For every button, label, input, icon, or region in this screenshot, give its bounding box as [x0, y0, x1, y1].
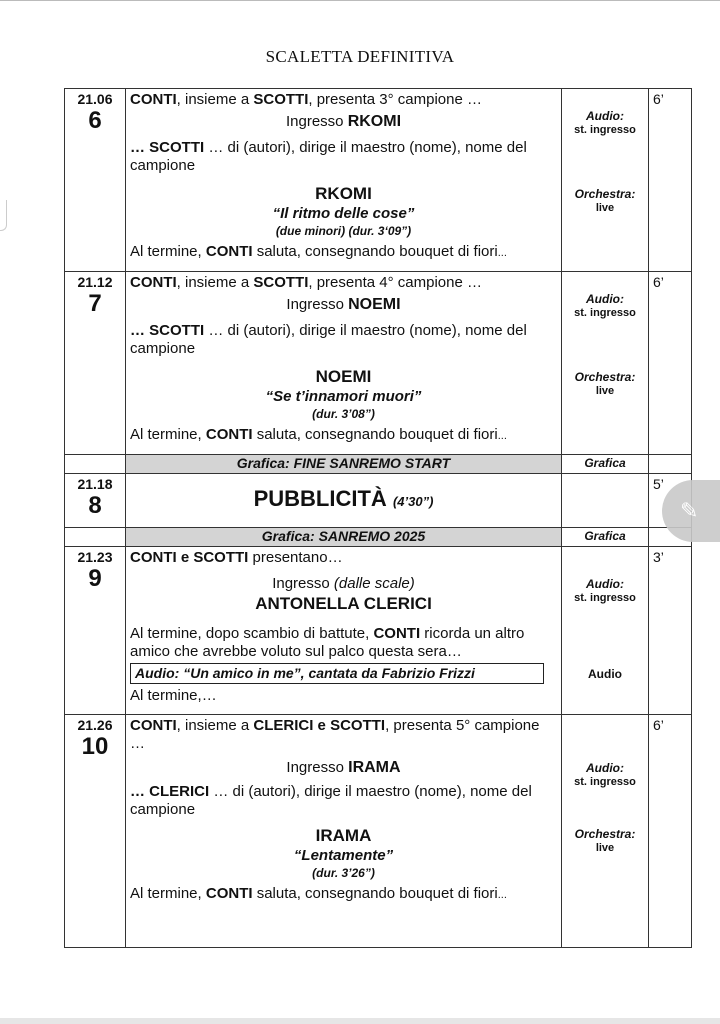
- text: … di (autori), dirige il maestro (nome), nome del campione: [130, 322, 527, 357]
- song-meta: (due minori) (dur. 3‘09”): [275, 224, 412, 238]
- table-row: [65, 715, 692, 948]
- name: CONTI: [130, 274, 177, 291]
- graphic-cue: Grafica: SANREMO 2025: [261, 528, 426, 544]
- orchestra-sub: live: [595, 385, 615, 397]
- duration: 6’: [653, 91, 664, 107]
- name: NOEMI: [348, 296, 401, 313]
- duration: 3’: [653, 549, 664, 565]
- content-cell: [126, 272, 562, 455]
- audio-label: Audio:: [586, 577, 624, 591]
- advert-label: PUBBLICITÀ: [253, 486, 387, 511]
- artist-name: RKOMI: [315, 184, 372, 203]
- table-row: [65, 89, 692, 272]
- text: Al termine, dopo scambio di battute,: [130, 625, 374, 642]
- empty-cell: [649, 455, 692, 474]
- name: CONTI: [205, 243, 253, 260]
- page-title: SCALETTA DEFINITIVA: [265, 47, 455, 66]
- artist-name: IRAMA: [315, 826, 372, 845]
- table-row: [65, 528, 692, 547]
- name: … SCOTTI: [130, 139, 205, 156]
- advert-duration: (4’30”): [392, 494, 434, 509]
- empty-cell: [65, 528, 126, 547]
- audio-label: Audio:: [586, 292, 624, 306]
- text: Ingresso: [286, 296, 349, 313]
- cue-cell: [562, 547, 649, 715]
- top-border: [0, 0, 720, 1]
- text: Ingresso: [286, 759, 349, 776]
- duration-cell: [649, 715, 692, 948]
- duration: 6’: [653, 274, 664, 290]
- graphic-cell: [126, 455, 562, 474]
- audio-cue-box: Audio: “Un amico in me”, cantata da Fabrizio Frizzi: [130, 663, 544, 684]
- artist-name: NOEMI: [315, 367, 372, 386]
- edit-button[interactable]: [662, 480, 720, 542]
- text: ricorda un altro amico che avrebbe voluto sul palco questa sera…: [130, 625, 525, 660]
- orchestra-sub: live: [595, 202, 615, 214]
- name: SCOTTI: [253, 274, 309, 291]
- orchestra-label: Orchestra:: [574, 827, 636, 841]
- audio-label: Audio:: [586, 761, 624, 775]
- audio-sub: st. ingresso: [574, 307, 636, 319]
- table-row: [65, 272, 692, 455]
- song-title: “Il ritmo delle cose”: [272, 205, 415, 222]
- name: RKOMI: [347, 113, 402, 130]
- text: Ingresso: [272, 575, 334, 592]
- number: 6: [88, 107, 102, 134]
- text: Al termine,: [130, 885, 206, 902]
- content-cell: [126, 474, 562, 528]
- time-cell: [65, 474, 126, 528]
- song-meta: (dur. 3’08”): [312, 407, 375, 421]
- time-cell: [65, 272, 126, 455]
- duration-cell: [649, 547, 692, 715]
- name: CONTI: [205, 426, 253, 443]
- table-row: [65, 455, 692, 474]
- text: , presenta 3° campione …: [308, 91, 482, 108]
- side-tab: [0, 200, 7, 231]
- cue-cell: [562, 89, 649, 272]
- empty-cell: [65, 455, 126, 474]
- time-cell: [65, 547, 126, 715]
- name: CONTI: [373, 625, 421, 642]
- content-cell: [126, 715, 562, 948]
- time: 21.12: [77, 274, 113, 290]
- name: CONTI: [130, 717, 177, 734]
- graphic-cue: Grafica: FINE SANREMO START: [236, 455, 451, 471]
- graphic-label: Grafica: [584, 456, 626, 470]
- content-cell: [126, 547, 562, 715]
- audio-label: Audio:: [586, 109, 624, 123]
- audio-sub: st. ingresso: [574, 776, 636, 788]
- text: e: [313, 717, 331, 734]
- text: presentano…: [248, 549, 343, 566]
- name: CLERICI: [253, 717, 314, 734]
- text: ...: [497, 430, 507, 442]
- text: (dalle scale): [333, 575, 415, 592]
- name: … CLERICI: [130, 783, 210, 800]
- number: 9: [88, 565, 102, 592]
- audio-sub: st. ingresso: [574, 592, 636, 604]
- name: SCOTTI: [253, 91, 309, 108]
- song-meta: (dur. 3’26”): [312, 866, 375, 880]
- graphic-label: Grafica: [584, 529, 626, 543]
- name: CONTI: [130, 91, 177, 108]
- text: … di (autori), dirige il maestro (nome), nome del campione: [130, 139, 527, 174]
- audio-sub: st. ingresso: [574, 124, 636, 136]
- duration-cell: [649, 89, 692, 272]
- text: saluta, consegnando bouquet di fiori: [252, 426, 498, 443]
- name: CONTI e SCOTTI: [130, 549, 249, 566]
- content-cell: [126, 89, 562, 272]
- orchestra-label: Orchestra:: [574, 187, 636, 201]
- cue-cell: [562, 272, 649, 455]
- time-cell: [65, 715, 126, 948]
- graphic-cell: [126, 528, 562, 547]
- table-row: [65, 474, 692, 528]
- text: Al termine,: [130, 426, 206, 443]
- duration-cell: [649, 272, 692, 455]
- time: 21.23: [77, 549, 113, 565]
- name: … SCOTTI: [130, 322, 205, 339]
- cue-cell: [562, 474, 649, 528]
- number: 10: [81, 733, 109, 760]
- audio-label: Audio: [588, 667, 622, 681]
- text: , insieme a: [176, 717, 254, 734]
- table-row: [65, 547, 692, 715]
- text: Al termine,…: [130, 687, 217, 704]
- graphic-right-cell: [562, 455, 649, 474]
- duration: 6’: [653, 717, 664, 733]
- text: saluta, consegnando bouquet di fiori: [252, 243, 498, 260]
- text: ...: [497, 247, 507, 259]
- name: IRAMA: [348, 759, 401, 776]
- name: CONTI: [205, 885, 253, 902]
- song-title: “Se t’innamori muori”: [265, 388, 422, 405]
- time-cell: [65, 89, 126, 272]
- text: , presenta 4° campione …: [308, 274, 482, 291]
- text: , insieme a: [176, 91, 254, 108]
- time: 21.18: [77, 476, 113, 492]
- text: saluta, consegnando bouquet di fiori: [252, 885, 498, 902]
- time: 21.06: [77, 91, 113, 107]
- song-title: “Lentamente”: [293, 847, 394, 864]
- cue-cell: [562, 715, 649, 948]
- number: 8: [88, 492, 102, 519]
- schedule-table: [64, 88, 692, 948]
- bottom-bar: [0, 1018, 720, 1024]
- text: … di (autori), dirige il maestro (nome), nome del campione: [130, 783, 532, 818]
- pencil-icon: ✎: [680, 498, 699, 523]
- duration: 5’: [653, 476, 664, 492]
- graphic-right-cell: [562, 528, 649, 547]
- time: 21.26: [77, 717, 113, 733]
- number: 7: [88, 290, 102, 317]
- text: ...: [497, 889, 507, 901]
- text: Al termine,: [130, 243, 206, 260]
- text: , presenta 5° campione …: [130, 717, 540, 752]
- orchestra-sub: live: [595, 842, 615, 854]
- text: Ingresso: [285, 113, 348, 130]
- guest-name: ANTONELLA CLERICI: [255, 594, 432, 613]
- orchestra-label: Orchestra:: [574, 370, 636, 384]
- text: , insieme a: [176, 274, 254, 291]
- name: SCOTTI: [330, 717, 386, 734]
